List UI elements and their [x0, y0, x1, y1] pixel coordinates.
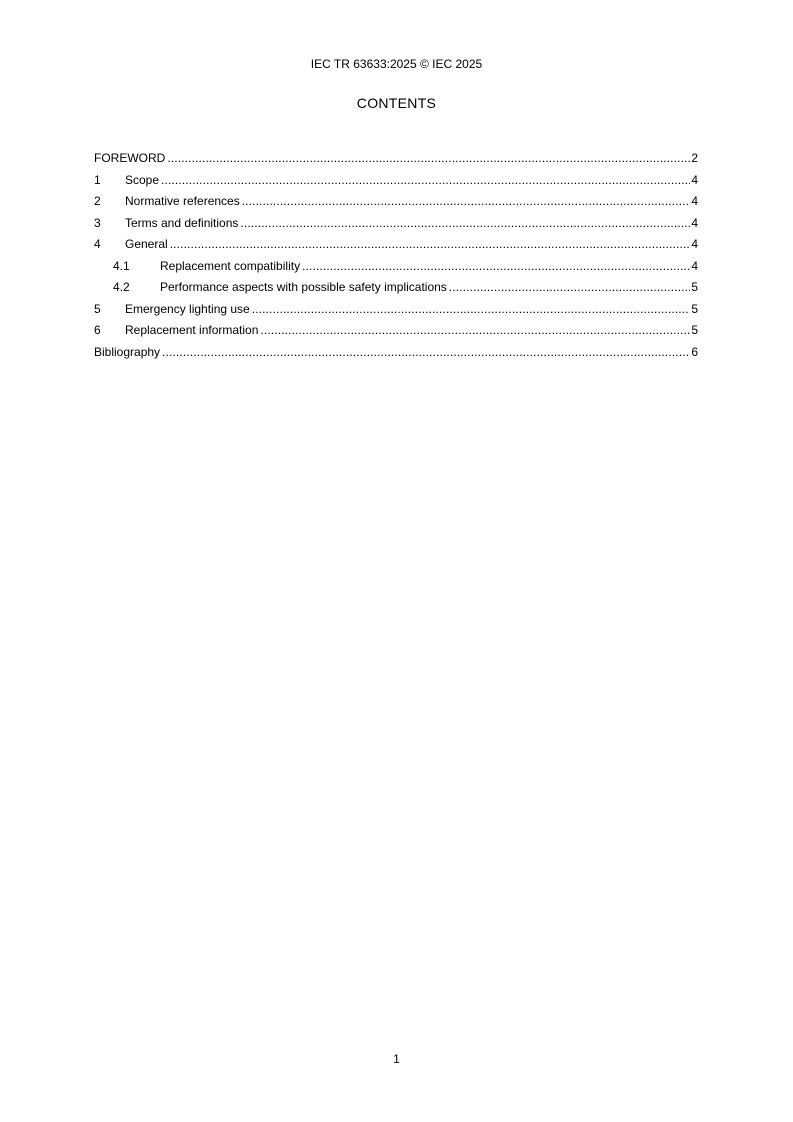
toc-dot-leader — [252, 301, 691, 317]
toc-entry-number: 4.1 — [113, 258, 130, 273]
toc-entry-label: FOREWORD — [94, 151, 166, 165]
toc-entry-number: 3 — [94, 215, 101, 230]
toc-entry-foreword[interactable] — [94, 150, 698, 172]
toc-entry-page: 5 — [691, 280, 698, 294]
toc-entry-number: 5 — [94, 301, 101, 316]
toc-entry-number: 6 — [94, 323, 101, 337]
toc-entry-number: 4.2 — [113, 280, 130, 294]
toc-entry-label: Bibliography — [94, 344, 161, 359]
toc-entry-replacement-information[interactable] — [94, 322, 698, 344]
toc-entry-page: 4 — [691, 237, 698, 251]
toc-entry-label: Replacement information — [125, 323, 259, 337]
toc-entry-number: 2 — [94, 194, 101, 208]
toc-dot-leader — [161, 172, 690, 188]
toc-entry-performance-aspects[interactable] — [94, 279, 698, 301]
toc-dot-leader — [302, 258, 690, 274]
toc-dot-leader — [260, 322, 690, 338]
toc-entry-label: Emergency lighting use — [125, 301, 250, 316]
contents-title: CONTENTS — [356, 95, 437, 111]
toc-entry-scope[interactable] — [94, 172, 698, 194]
toc-entry-page: 2 — [691, 151, 698, 165]
page-number: 1 — [393, 1052, 400, 1066]
toc-dot-leader — [170, 236, 691, 252]
toc-entry-number: 4 — [94, 237, 101, 251]
toc-entry-label: Scope — [125, 172, 160, 187]
toc-dot-leader — [240, 215, 690, 231]
toc-dot-leader — [162, 344, 690, 360]
toc-dot-leader — [167, 150, 690, 166]
toc-entry-label: Replacement compatibility — [160, 258, 301, 273]
toc-entry-page: 5 — [691, 323, 698, 337]
toc-entry-label: Performance aspects with possible safety implications — [160, 280, 447, 294]
toc-dot-leader — [449, 279, 691, 295]
toc-entry-replacement-compatibility[interactable] — [94, 258, 698, 280]
toc-entry-page: 4 — [691, 194, 698, 208]
table-of-contents — [94, 150, 698, 365]
toc-entry-page: 6 — [691, 344, 698, 359]
toc-entry-bibliography[interactable] — [94, 344, 698, 366]
toc-entry-label: Terms and definitions — [125, 215, 239, 230]
toc-entry-page: 4 — [691, 215, 698, 230]
toc-entry-label: General — [125, 237, 168, 251]
toc-entry-normative-references[interactable] — [94, 193, 698, 215]
toc-entry-page: 4 — [691, 172, 698, 187]
toc-entry-terms-and-definitions[interactable] — [94, 215, 698, 237]
toc-entry-page: 4 — [691, 258, 698, 273]
toc-entry-general[interactable] — [94, 236, 698, 258]
document-header: IEC TR 63633:2025 © IEC 2025 — [310, 57, 483, 71]
toc-entry-page: 5 — [691, 301, 698, 316]
toc-entry-number: 1 — [94, 172, 101, 187]
toc-entry-label: Normative references — [125, 194, 240, 208]
toc-dot-leader — [242, 193, 691, 209]
toc-entry-emergency-lighting-use[interactable] — [94, 301, 698, 323]
